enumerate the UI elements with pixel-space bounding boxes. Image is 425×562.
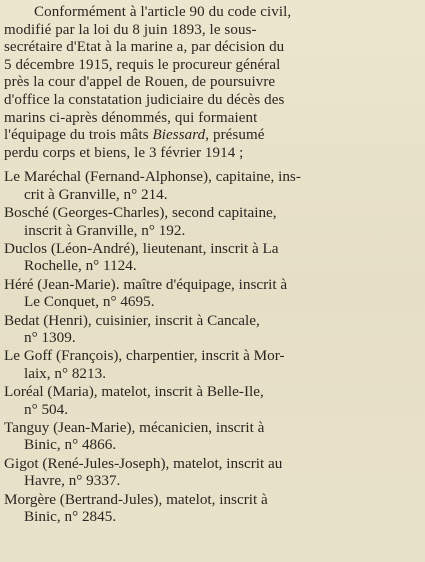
entry-line: Le Goff (François), charpentier, inscrit à Mor- bbox=[4, 347, 285, 365]
intro-line: secrétaire d'Etat à la marine a, par décision du bbox=[4, 39, 285, 56]
ship-line-before: l'équipage du trois mâts bbox=[4, 127, 153, 144]
ship-line-after: , présumé bbox=[205, 127, 265, 144]
entry-line: Le Maréchal (Fernand-Alphonse), capitaine, ins- bbox=[4, 168, 301, 186]
entry-line: Le Conquet, n° 4695. bbox=[24, 293, 155, 311]
intro-line: d'office la constatation judiciaire du décès des bbox=[4, 91, 285, 108]
intro-line: près la cour d'appel de Rouen, de poursuivre bbox=[4, 74, 276, 91]
crew-entry bbox=[4, 312, 419, 347]
intro-line: Conformément à l'article 90 du code civil, bbox=[34, 4, 292, 20]
crew-entry bbox=[4, 240, 419, 275]
entry-line: Rochelle, n° 1124. bbox=[24, 257, 137, 275]
crew-entry bbox=[4, 491, 419, 526]
entry-line: Bedat (Henri), cuisinier, inscrit à Cancale, bbox=[4, 311, 260, 329]
crew-entry bbox=[4, 276, 419, 311]
entry-line: Tanguy (Jean-Marie), mécanicien, inscrit à bbox=[4, 419, 265, 437]
entry-line: Havre, n° 9337. bbox=[24, 472, 121, 490]
entry-line: inscrit à Granville, n° 192. bbox=[24, 221, 186, 239]
entry-line: n° 1309. bbox=[24, 329, 76, 346]
intro-line: 5 décembre 1915, requis le procureur général bbox=[4, 56, 281, 73]
crew-entry bbox=[4, 204, 419, 239]
crew-entry bbox=[4, 168, 419, 203]
intro-paragraph bbox=[4, 4, 419, 162]
entry-line: crit à Granville, n° 214. bbox=[24, 185, 168, 203]
entry-line: Morgère (Bertrand-Jules), matelot, inscrit à bbox=[4, 490, 268, 508]
entry-line: Binic, n° 2845. bbox=[24, 508, 117, 526]
entry-line: Loréal (Maria), matelot, inscrit à Belle-Ile, bbox=[4, 383, 264, 401]
crew-entry bbox=[4, 455, 419, 490]
entry-line: n° 504. bbox=[24, 400, 69, 418]
intro-line: marins ci-après dénommés, qui formaient bbox=[4, 109, 258, 126]
entry-line: Bosché (Georges-Charles), second capitaine, bbox=[4, 204, 277, 222]
entry-line: laix, n° 8213. bbox=[24, 364, 107, 382]
entry-line: Duclos (Léon-André), lieutenant, inscrit à La bbox=[4, 239, 279, 257]
ship-name: Biessard bbox=[152, 127, 206, 144]
crew-entry bbox=[4, 419, 419, 454]
intro-ship-line bbox=[4, 127, 419, 145]
intro-last-line: perdu corps et biens, le 3 février 1914 ; bbox=[4, 144, 244, 161]
crew-list bbox=[4, 168, 419, 525]
intro-line: modifié par la loi du 8 juin 1893, le sous- bbox=[4, 21, 257, 38]
entry-line: Gigot (René-Jules-Joseph), matelot, inscrit au bbox=[4, 454, 283, 472]
entry-line: Héré (Jean-Marie). maître d'équipage, inscrit à bbox=[4, 275, 288, 293]
crew-entry bbox=[4, 347, 419, 382]
entry-line: Binic, n° 4866. bbox=[24, 436, 117, 454]
crew-entry bbox=[4, 383, 419, 418]
